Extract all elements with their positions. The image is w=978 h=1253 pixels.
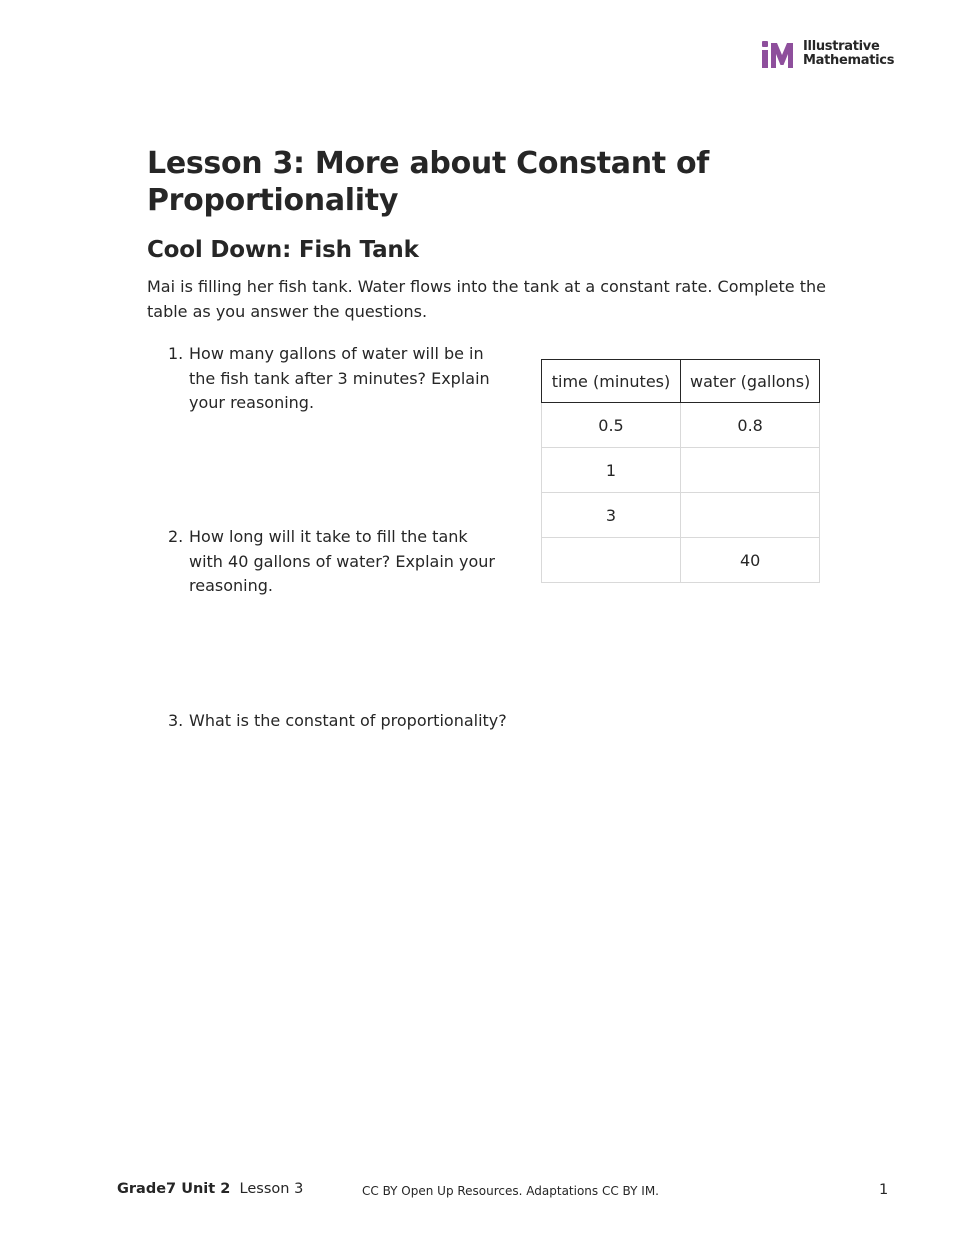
logo-dot — [762, 41, 768, 47]
table-header-row — [542, 360, 820, 403]
im-logo-mark — [761, 40, 795, 70]
header-water: water (gallons) — [681, 360, 820, 403]
question-number: 2. — [168, 527, 184, 546]
cell-time — [542, 538, 681, 583]
cell-water: 0.8 — [681, 403, 820, 448]
question-2 — [168, 525, 503, 599]
time-water-table — [541, 359, 820, 583]
cell-water: 40 — [681, 538, 820, 583]
table-row — [542, 493, 820, 538]
table-row — [542, 538, 820, 583]
page-number: 1 — [879, 1182, 889, 1198]
question-text: How many gallons of water will be in the fish tank after 3 minutes? Explain your reasoning. — [189, 344, 490, 412]
footer-lesson-label: Lesson 3 — [239, 1181, 304, 1197]
logo-line-1: Illustrative — [803, 39, 880, 54]
question-3 — [168, 709, 528, 734]
table-row — [542, 448, 820, 493]
cell-time: 3 — [542, 493, 681, 538]
lesson-title: Lesson 3: More about Constant of Proportionality — [147, 146, 710, 218]
cell-time: 0.5 — [542, 403, 681, 448]
cell-water — [681, 448, 820, 493]
question-text: What is the constant of proportionality? — [189, 711, 507, 730]
im-logo — [761, 40, 901, 70]
cool-down-title: Cool Down: Fish Tank — [147, 237, 419, 263]
footer-course — [117, 1181, 303, 1197]
table-row — [542, 403, 820, 448]
logo-wordmark — [803, 40, 894, 68]
intro-text: Mai is filling her fish tank. Water flows into the tank at a constant rate. Complete the table as you answer the questions. — [147, 277, 826, 321]
cell-time: 1 — [542, 448, 681, 493]
question-text: How long will it take to fill the tank with 40 gallons of water? Explain your reasoning. — [189, 527, 495, 595]
logo-line-2: Mathematics — [803, 53, 895, 68]
logo-m — [771, 43, 793, 68]
footer-license: CC BY Open Up Resources. Adaptations CC BY IM. — [362, 1184, 659, 1198]
question-number: 1. — [168, 344, 184, 363]
header-time: time (minutes) — [542, 360, 681, 403]
logo-i-stem — [762, 50, 768, 68]
footer-course-label: Grade7 Unit 2 — [117, 1181, 231, 1197]
question-1 — [168, 342, 503, 416]
cell-water — [681, 493, 820, 538]
question-number: 3. — [168, 711, 184, 730]
